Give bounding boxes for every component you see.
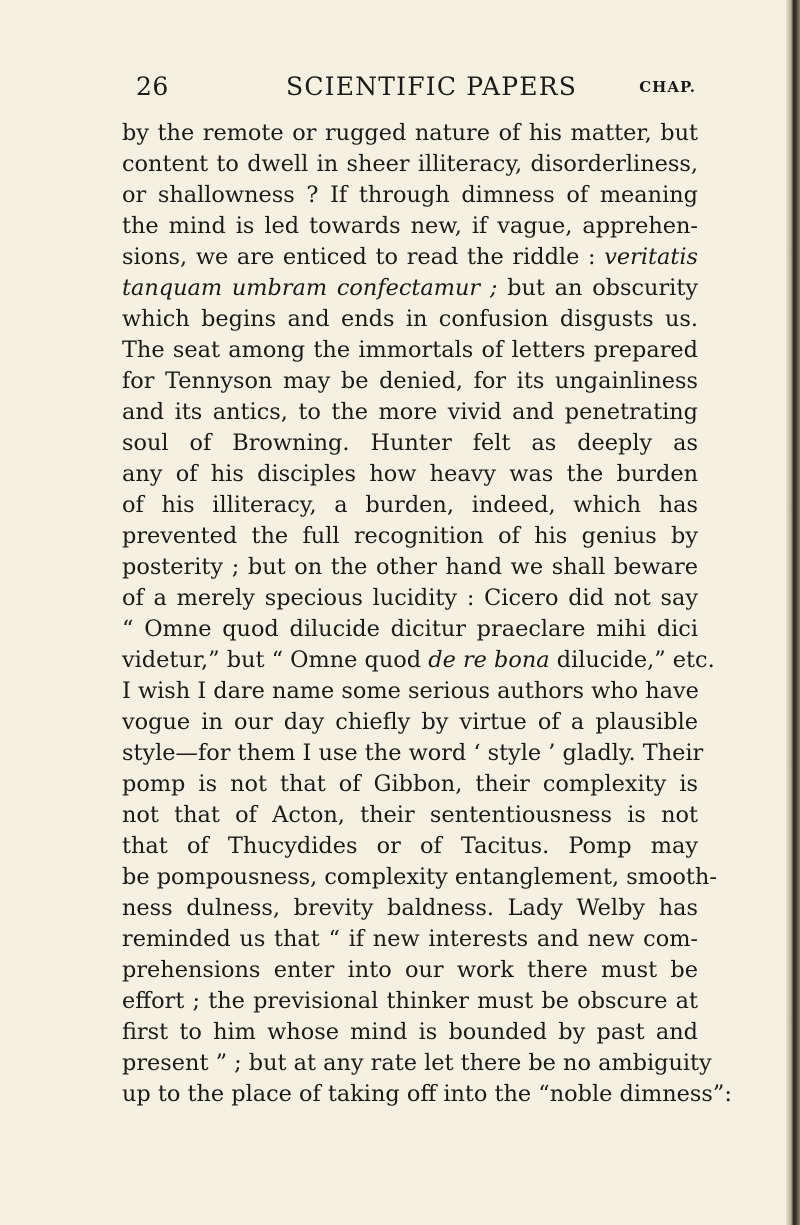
text-line: pomp is not that of Gibbon, their complexity is (122, 771, 698, 797)
text-line: up to the place of taking off into the “noble dimness”: (122, 1081, 732, 1107)
text-line: style—for them I use the word ‘ style ’ gladly. Their (122, 740, 704, 766)
text-line: first to him whose mind is bounded by past and (122, 1019, 698, 1045)
text-line: by the remote or rugged nature of his matter, but (122, 120, 698, 146)
text-line: content to dwell in sheer illiteracy, disorderliness, (122, 151, 698, 177)
text-line: The seat among the immortals of letters prepared (122, 337, 698, 363)
chapter-abbrev: CHAP. (639, 78, 696, 96)
text-line (122, 645, 715, 676)
text-line: posterity ; but on the other hand we shall beware (122, 554, 698, 580)
running-title: SCIENTIFIC PAPERS (286, 72, 578, 101)
text-line: be pompousness, complexity entanglement, smooth- (122, 864, 717, 890)
page-header (136, 72, 696, 112)
text-line (122, 242, 698, 273)
italic-phrase: de re bona (428, 647, 550, 673)
text-line: soul of Browning. Hunter felt as deeply as (122, 430, 698, 456)
text-line: that of Thucydides or of Tacitus. Pomp may (122, 833, 698, 859)
text-line: of a merely specious lucidity : Cicero did not say (122, 585, 698, 611)
text-line: of his illiteracy, a burden, indeed, which has (122, 492, 698, 518)
text-line: any of his disciples how heavy was the burden (122, 461, 698, 487)
text-line: or shallowness ? If through dimness of meaning (122, 182, 698, 208)
italic-phrase: veritatis (604, 244, 698, 270)
text-line: vogue in our day chiefly by virtue of a plausible (122, 709, 698, 735)
text-segment: videtur,” but “ Omne quod (122, 647, 422, 673)
text-line: prevented the full recognition of his genius by (122, 523, 698, 549)
text-line: prehensions enter into our work there must be (122, 957, 698, 983)
page-number: 26 (136, 72, 169, 101)
text-line: ness dulness, brevity baldness. Lady Welby has (122, 895, 698, 921)
text-segment: dilucide,” etc. (556, 647, 715, 673)
body-text (122, 118, 732, 1110)
text-line: “ Omne quod dilucide dicitur praeclare mihi dici (122, 616, 698, 642)
text-segment: sions, we are enticed to read the riddle : (122, 244, 596, 270)
text-segment: but an obscurity (507, 275, 698, 301)
text-line: for Tennyson may be denied, for its ungainliness (122, 368, 698, 394)
text-line: and its antics, to the more vivid and penetrating (122, 399, 698, 425)
text-line (122, 273, 698, 304)
text-line: effort ; the previsional thinker must be obscure at (122, 988, 698, 1014)
text-line: reminded us that “ if new interests and new com- (122, 926, 698, 952)
text-line: present ” ; but at any rate let there be no ambiguity (122, 1050, 712, 1076)
page-edge-shadow (786, 0, 800, 1225)
text-line: the mind is led towards new, if vague, apprehen- (122, 213, 698, 239)
text-line: which begins and ends in confusion disgusts us. (122, 306, 698, 332)
text-line: not that of Acton, their sententiousness is not (122, 802, 698, 828)
italic-phrase: tanquam umbram confectamur ; (122, 275, 498, 301)
text-line: I wish I dare name some serious authors who have (122, 678, 699, 704)
